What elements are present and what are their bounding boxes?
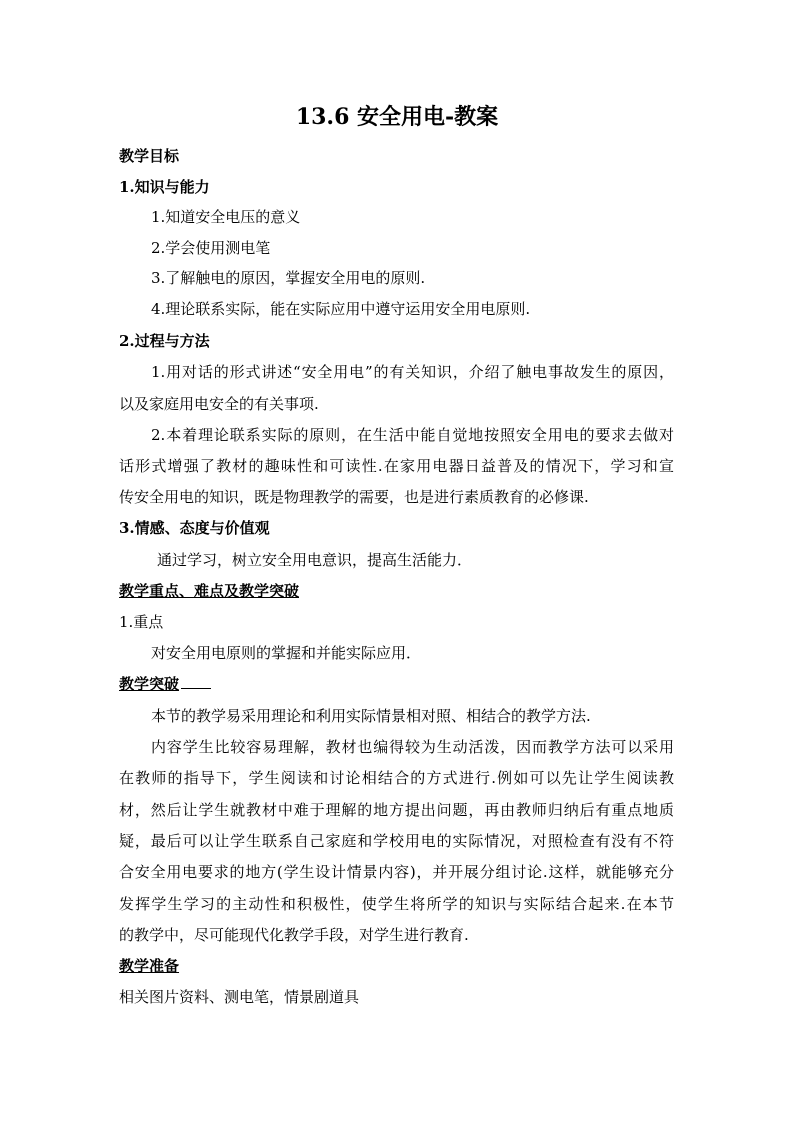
- breakthrough-paragraph-2-line: 疑，最后可以让学生联系自己家庭和学校用电的实际情况，对照检查有没有不符: [119, 832, 674, 850]
- breakthrough-paragraph-2-line: 的教学中，尽可能现代化教学手段，对学生进行教育.: [119, 926, 469, 944]
- process-paragraph-1-line: 1.用对话的形式讲述“安全用电”的有关知识，介绍了触电事故发生的原因，: [151, 363, 674, 381]
- process-paragraph-1-line: 以及家庭用电安全的有关事项.: [119, 395, 319, 413]
- process-paragraph-2-line: 话形式增强了教材的趣味性和可读性.在家用电器日益普及的情况下，学习和宣: [119, 457, 674, 475]
- knowledge-item: 1.知道安全电压的意义: [151, 208, 301, 226]
- breakthrough-paragraph-2-line: 材，然后让学生就教材中难于理解的地方提出问题，再由教师归纳后有重点地质: [119, 801, 674, 819]
- breakthrough-paragraph-2-line: 内容学生比较容易理解，教材也编得较为生动活泼，因而教学方法可以采用: [151, 738, 674, 756]
- breakthrough-paragraph-2-line: 发挥学生学习的主动性和积极性，使学生将所学的知识与实际结合起来.在本节: [119, 895, 674, 913]
- preparation-text: 相关图片资料、测电笔，情景剧道具: [119, 988, 360, 1006]
- section-heading-key-points: 教学重点、难点及教学突破: [119, 582, 300, 600]
- section-heading-preparation: 教学准备: [119, 957, 180, 975]
- knowledge-item: 4.理论联系实际，能在实际应用中遵守运用安全用电原则.: [151, 300, 531, 318]
- document-title: 13.6 安全用电-教案: [295, 104, 499, 130]
- process-paragraph-2-line: 传安全用电的知识，既是物理教学的需要，也是进行素质教育的必修课.: [119, 488, 589, 506]
- subheading-process: 2.过程与方法: [119, 332, 210, 350]
- breakthrough-paragraph-2-line: 在教师的指导下，学生阅读和讨论相结合的方式进行.例如可以先让学生阅读教: [119, 769, 674, 787]
- breakthrough-paragraph-2-line: 合安全用电要求的地方(学生设计情景内容)，并开展分组讨论.这样，就能够充分: [119, 863, 674, 881]
- heading-underline-tail: [181, 674, 211, 689]
- knowledge-item: 2.学会使用测电笔: [151, 239, 271, 257]
- knowledge-item: 3.了解触电的原因，掌握安全用电的原则.: [151, 269, 426, 287]
- section-heading-objectives: 教学目标: [119, 147, 180, 165]
- key-points-text: 对安全用电原则的掌握和并能实际应用．: [151, 644, 422, 662]
- emotion-text: 通过学习，树立安全用电意识，提高生活能力．: [157, 551, 473, 569]
- subheading-emotion: 3.情感、态度与价值观: [119, 519, 270, 537]
- subheading-knowledge: 1.知识与能力: [119, 178, 210, 196]
- process-paragraph-2-line: 2.本着理论联系实际的原则，在生活中能自觉地按照安全用电的要求去做对: [151, 426, 674, 444]
- section-heading-breakthrough: [119, 674, 211, 694]
- breakthrough-paragraph-1: 本节的教学易采用理论和利用实际情景相对照、相结合的教学方法.: [151, 707, 591, 725]
- key-points-subheading: 1.重点: [119, 613, 164, 631]
- breakthrough-heading-text: 教学突破: [119, 675, 180, 693]
